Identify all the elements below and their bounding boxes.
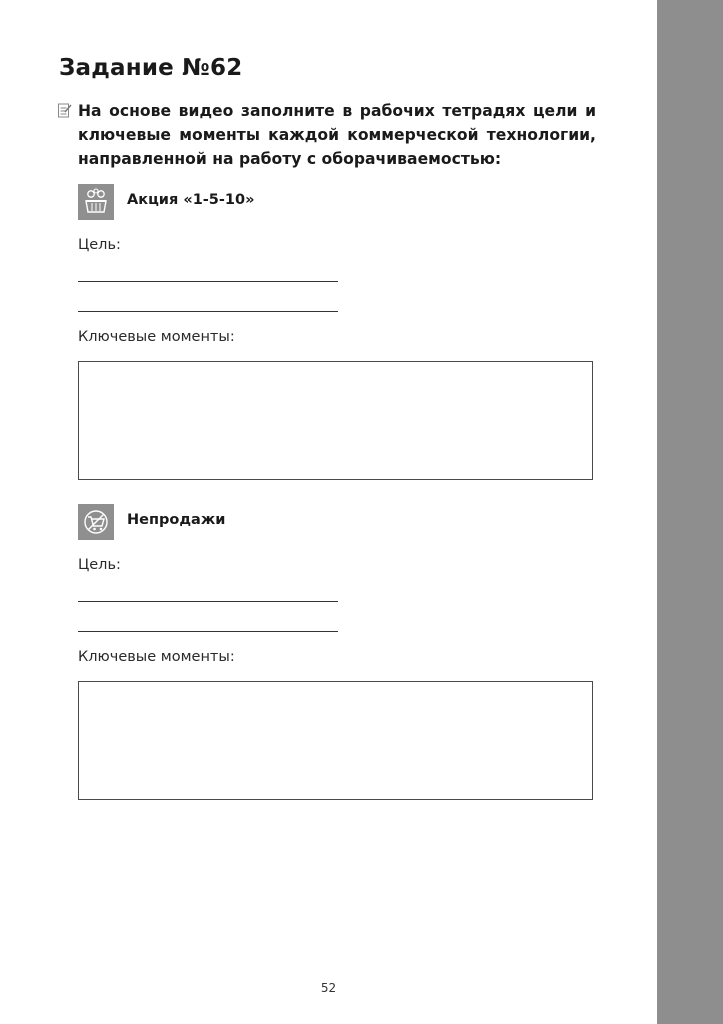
goal-label: Цель: — [78, 557, 121, 573]
goal-label: Цель: — [78, 237, 121, 253]
task-instruction: На основе видео заполните в рабочих тетрадях цели и ключевые моменты каждой коммерческой технологии, направленной на работу с оборачиваемостью: — [78, 102, 596, 168]
checklist-icon — [58, 103, 72, 119]
page-number: 52 — [320, 981, 337, 995]
key-points-box[interactable] — [78, 681, 593, 800]
section-title: Непродажи — [127, 512, 226, 528]
page-title: Задание №62 — [59, 55, 243, 81]
goal-line-2[interactable] — [78, 631, 338, 632]
key-points-label: Ключевые моменты: — [78, 649, 235, 665]
key-points-box[interactable] — [78, 361, 593, 480]
side-band — [657, 0, 723, 1024]
gift-basket-icon — [78, 184, 114, 220]
section-title: Акция «1-5-10» — [127, 192, 255, 208]
goal-line-1[interactable] — [78, 601, 338, 602]
goal-line-2[interactable] — [78, 311, 338, 312]
cart-icon — [78, 504, 114, 540]
goal-line-1[interactable] — [78, 281, 338, 282]
key-points-label: Ключевые моменты: — [78, 329, 235, 345]
